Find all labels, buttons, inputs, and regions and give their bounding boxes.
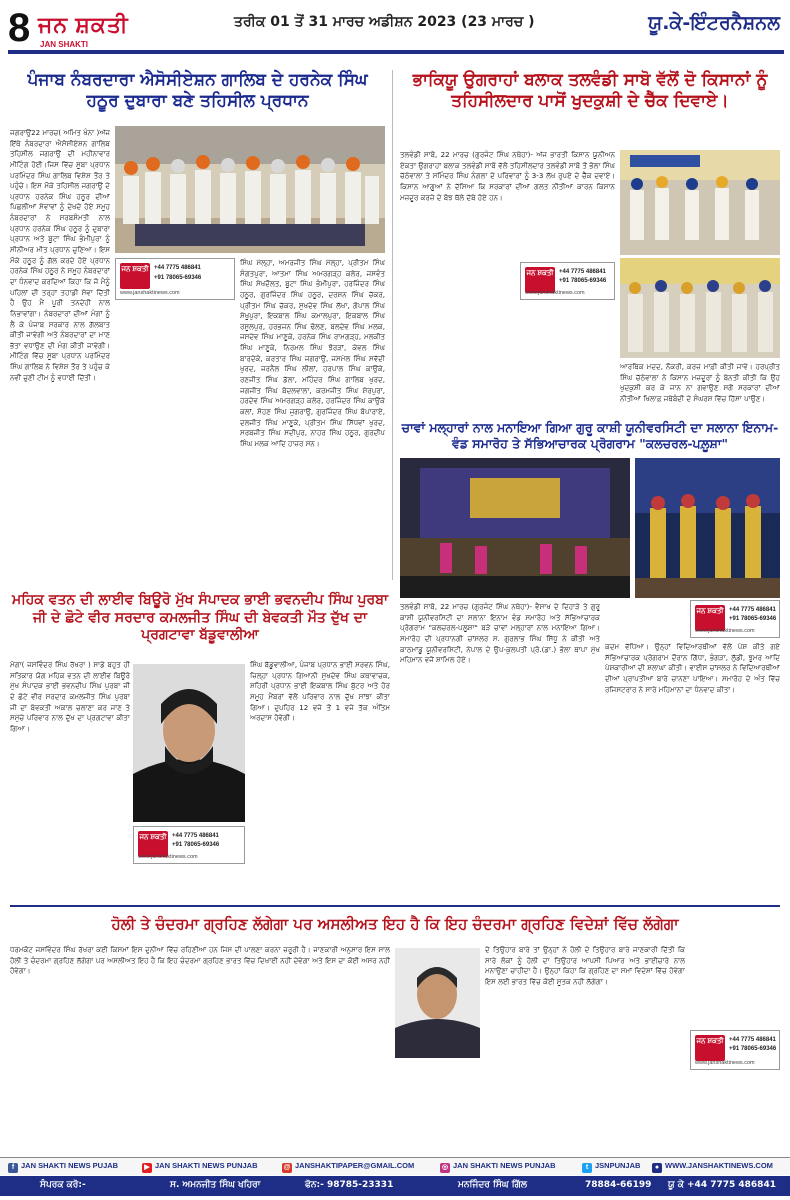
email-icon: @ (283, 1164, 291, 1171)
youtube-icon: ▶ (142, 1163, 152, 1173)
ad-phone-india: +91 78065-69346 (172, 842, 220, 848)
ad-phone-uk: +44 7775 486841 (729, 607, 776, 613)
story3-advertisement (690, 600, 780, 638)
footer-instagram-link[interactable] (440, 1161, 556, 1173)
editor-name: ਸ. ਅਮਨਜੀਤ ਸਿੰਘ ਖਹਿਰਾ (170, 1180, 261, 1190)
story1-headline: ਪੰਜਾਬ ਨੰਬਰਦਾਰਾ ਐਸੋਸੀਏਸ਼ਨ ਗਾਲਿਬ ਦੇ ਹਰਨੇਕ ਸਿੰਘ ਹਠੂਰ ਦੁਬਾਰਾ ਬਣੇ ਤਹਿਸੀਲ ਪ੍ਰਧਾਨ (27, 70, 368, 112)
footer-youtube-text: JAN SHAKTI NEWS PUNJAB (155, 1161, 258, 1170)
story2-advertisement (520, 262, 615, 300)
footer-website-text: WWW.JANSHAKTINEWS.COM (665, 1161, 773, 1170)
ad-phone-india: +91 78065-69346 (729, 1046, 777, 1052)
section-title: ਯੂ.ਕੇ-ਇੰਟਰਨੈਸ਼ਨਲ (648, 12, 780, 34)
story3-dance-photo (635, 458, 780, 598)
story4-headline: ਮਹਿਕ ਵਤਨ ਦੀ ਲਾਈਵ ਬਿਊਰੋ ਮੁੱਖ ਸੰਪਾਦਕ ਭਾਈ ਭਵਨਦੀਪ ਸਿੰਘ ਪੁਰਬਾ ਜੀ ਦੇ ਛੋਟੇ ਵੀਰ ਸਰਦਾਰ ਕਮਲਜੀਤ ਸਿੰਘ ਦੀ ਬੇਵਕਤੀ ਮੌਤ ਦੁੱਖ ਦਾ ਪ੍ਰਗਟਾਵਾ ਬੱਡੂਵਾਲੀਆ (12, 592, 388, 643)
story3-body-col2: ਕਦਮ ਵੱਧਿਆ। ਉਨ੍ਹਾਂ ਵਿਦਿਆਰਥੀਆਂ ਵੱਲੋਂ ਪੇਸ਼ ਕੀਤੇ ਗਏ ਸੱਭਿਆਚਾਰਕ ਪ੍ਰੋਗਰਾਮ ਦੌਰਾਨ ਗਿੱਧਾ, ਭੰਗੜਾ, ਲੁੱਡੀ, ਝੂਮਰ ਆਦਿ ਪੇਸ਼ਕਾਰੀਆਂ ਦੀ ਸ਼ਲਾਘਾ ਕੀਤੀ। ਵਾਈਸ ਚਾਂਸਲਰ ਨੇ ਵਿਦਿਆਰਥੀਆਂ ਦੀਆਂ ਪ੍ਰਾਪਤੀਆਂ ਬਾਰੇ ਚਾਨਣਾ ਪਾਇਆ। ਸਮਾਰੋਹ ਦੇ ਅੰਤ ਵਿੱਚ ਰਜਿਸਟਰਾਰ ਨੇ ਸਾਰੇ ਮਹਿਮਾਨਾਂ ਦਾ ਧੰਨਵਾਦ ਕੀਤਾ। (605, 642, 780, 694)
ad-phone-uk: +44 7775 486841 (172, 833, 219, 839)
ad-phone-uk: +44 7775 486841 (729, 1037, 776, 1043)
ad-website: www.janshaktinews.com (120, 290, 180, 296)
story3-stage-photo (400, 458, 630, 598)
editor-phone: ਫੋਨ:- 98785-23331 (305, 1180, 394, 1190)
ad-website: www.janshaktinews.com (138, 854, 198, 860)
ad-phone-uk: +44 7775 486841 (154, 265, 201, 271)
globe-icon: ● (652, 1163, 662, 1173)
story5-body-col2: ਦੇ ਤਿਉਹਾਰ ਬਾਰੇ ਤਾਂ ਉਨ੍ਹਾਂ ਨੇ ਹੋਲੀ ਦੇ ਤਿਉਹਾਰ ਬਾਰੇ ਜਾਣਕਾਰੀ ਦਿੱਤੀ ਕਿ ਸਾਰੇ ਲੋਕਾਂ ਨੂੰ ਹੋਲੀ ਦਾ ਤਿਉਹਾਰ ਆਪਸੀ ਪਿਆਰ ਅਤੇ ਭਾਈਚਾਰੇ ਨਾਲ ਮਨਾਉਣਾ ਚਾਹੀਦਾ ਹੈ। ਉਨ੍ਹਾਂ ਕਿਹਾ ਕਿ ਗ੍ਰਹਿਣ ਦਾ ਸਮਾਂ ਵਿਦੇਸ਼ਾਂ ਵਿੱਚ ਹੋਵੇਗਾ ਇਸ ਲਈ ਭਾਰਤ ਵਿੱਚ ਕੋਈ ਸੂਤਕ ਨਹੀਂ ਲੱਗੇਗਾ। (485, 945, 685, 986)
instagram-icon: ◎ (441, 1164, 449, 1171)
contact-bar (0, 1176, 790, 1196)
footer-facebook-link[interactable] (8, 1161, 118, 1173)
story1-group-photo (115, 126, 385, 253)
ad-website: www.janshaktinews.com (695, 628, 755, 634)
footer-email-link[interactable] (282, 1161, 414, 1173)
story3-headline: ਚਾਵਾਂ ਮਲ੍ਹਾਰਾਂ ਨਾਲ ਮਨਾਇਆ ਗਿਆ ਗੁਰੂ ਕਾਸ਼ੀ ਯੂਨੀਵਰਸਿਟੀ ਦਾ ਸਲਾਨਾ ਇਨਾਮ-ਵੰਡ ਸਮਾਰੋਹ ਤੇ ਸੱਭਿਆਚਾਰਕ ਪ੍ਰੋਗਰਾਮ "ਕਲਚਰਲ-ਪਲ਼ੂਸ਼ਾ" (401, 420, 779, 451)
story2-body-col1: ਤਲਵੰਡੀ ਸਾਬੋ, 22 ਮਾਰਚ (ਗੁਰਜੰਟ ਸਿੰਘ ਨਥੇਹਾ)- ਅੱਜ ਭਾਰਤੀ ਕਿਸਾਨ ਯੂਨੀਅਨ ਏਕਤਾ ਉਗਰਾਹਾਂ ਬਲਾਕ ਤਲਵੰਡੀ ਸਾਬੋ ਵੱਲੋਂ ਤਹਿਸੀਲਦਾਰ ਤਲਵੰਡੀ ਸਾਬੋ ਤੋਂ ਭੋਲਾ ਸਿੰਘ ਚੱਠੇਵਾਲਾ ਤੇ ਸਮਿੰਦਰ ਸਿੰਘ ਨੰਗਲਾ ਦੇ ਪਰਿਵਾਰਾਂ ਨੂੰ 3-3 ਲੱਖ ਰੁਪਏ ਦੇ ਚੈੱਕ ਦਵਾਏ। ਕਿਸਾਨ ਆਗੂਆਂ ਨੇ ਦੱਸਿਆ ਕਿ ਸਰਕਾਰਾਂ ਦੀਆਂ ਗਲਤ ਨੀਤੀਆਂ ਕਾਰਨ ਕਿਸਾਨ ਮਜ਼ਦੂਰ ਕਰਜ਼ੇ ਦੇ ਬੋਝ ਥੱਲੇ ਦੱਬੇ ਹੋਏ ਹਨ। (400, 150, 615, 202)
ad-phone-india: +91 78065-69346 (559, 278, 607, 284)
story4-body-col2: ਸਿੰਘ ਬੱਡੂਵਾਲੀਆ, ਪੰਜਾਬ ਪ੍ਰਧਾਨ ਭਾਈ ਸਰਵਨ ਸਿੰਘ, ਜ਼ਿਲ੍ਹਾ ਪ੍ਰਧਾਨ ਗਿਆਨੀ ਸੁਖਦੇਵ ਸਿੰਘ ਕਥਾਵਾਚਕ, ਸ਼ਹਿਰੀ ਪ੍ਰਧਾਨ ਭਾਈ ਇਕਬਾਲ ਸਿੰਘ ਬੁੱਟਰ ਅਤੇ ਹੋਰ ਸਮੂਹ ਮੈਂਬਰਾਂ ਵੱਲੋਂ ਪਰਿਵਾਰ ਨਾਲ ਦੁੱਖ ਸਾਂਝਾ ਕੀਤਾ ਗਿਆ। ਦੁਪਹਿਰ 12 ਵਜੇ ਤੋਂ 1 ਵਜੇ ਤੱਕ ਅੰਤਿਮ ਅਰਦਾਸ ਹੋਵੇਗੀ। (250, 660, 390, 723)
manager-phone: 78884-66199 (585, 1180, 652, 1190)
ad-website: www.janshaktinews.com (525, 290, 585, 296)
story5-body-col1: ਧਰਮਕੋਟ ਜਸਵਿੰਦਰ ਸਿੰਘ ਰੱਖਰਾ ਕਈ ਕਿਸਮਾਂ ਇਸ ਦੁਨੀਆ ਵਿੱਚ ਰਹਿਣੀਆਂ ਹਨ ਜਿਸ ਦੀ ਪਾਲਣਾ ਕਰਨਾ ਜ਼ਰੂਰੀ ਹੈ। ਜਾਣਕਾਰੀ ਅਨੁਸਾਰ ਇਸ ਸਾਲ ਹੋਲੀ ਤੇ ਚੰਦਰਮਾ ਗ੍ਰਹਿਣ ਲੱਗੇਗਾ ਪਰ ਅਸਲੀਅਤ ਇਹ ਹੈ ਕਿ ਇਹ ਚੰਦਰਮਾ ਗ੍ਰਹਿਣ ਭਾਰਤ ਵਿੱਚ ਦਿਖਾਈ ਨਹੀਂ ਦੇਵੇਗਾ ਅਤੇ ਇਸ ਦਾ ਕੋਈ ਅਸਰ ਨਹੀਂ ਹੋਵੇਗਾ। (10, 945, 390, 976)
footer-website-link[interactable] (652, 1161, 773, 1173)
story5-headline: ਹੋਲੀ ਤੇ ਚੰਦਰਮਾ ਗ੍ਰਹਿਣ ਲੱਗੇਗਾ ਪਰ ਅਸਲੀਅਤ ਇਹ ਹੈ ਕਿ ਇਹ ਚੰਦਰਮਾ ਗ੍ਰਹਿਣ ਵਿਦੇਸ਼ਾਂ ਵਿੱਚ ਲੱਗੇਗਾ (111, 915, 679, 933)
story1-body-col1: ਜਗਰਾਉਂ22 ਮਾਰਚ( ਅਮਿਤ ਖੰਨਾ )ਅੱਜ ਇੱਥੇ ਨੰਬਰਦਾਰਾ ਐਸੋਸੀਏਸ਼ਨ ਗਾਲਿਬ ਤਹਿਸੀਲ ਜਗਰਾਉਂ ਦੀ ਮਹੀਨਾਵਾਰ ਮੀਟਿੰਗ ਹੋਈ।ਜਿਸ ਵਿੱਚ ਸੂਬਾ ਪ੍ਰਧਾਨ ਪਰਮਿੰਦਰ ਸਿੰਘ ਗਾਲਿਬ ਵਿਸ਼ੇਸ਼ ਤੌਰ ਤੇ ਪਹੁੰਚੇ। ਇਸ ਮੌਕੇ ਤਹਿਸੀਲ ਜਗਰਾਉਂ ਦੇ ਪ੍ਰਧਾਨ ਹਰਨੇਕ ਸਿੰਘ ਹਠੂਰ ਦੀਆਂ ਪਿਛਲੀਆਂ ਸੇਵਾਵਾਂ ਨੂੰ ਦੇਖਦੇ ਹੋਏ ਸਮੂਹ ਨੰਬਰਦਾਰਾਂ ਨੇ ਸਰਬਸੰਮਤੀ ਨਾਲ ਪ੍ਰਧਾਨ ਹਰਨੇਕ ਸਿੰਘ ਹਠੂਰ ਨੂੰ ਦੁਬਾਰਾ ਪ੍ਰਧਾਨ ਅਤੇ ਬੂਟਾ ਸਿੰਘ ਭੰਮੀਪੁਰਾ ਨੂੰ ਸੀਨੀਅਰ ਮੀਤ ਪ੍ਰਧਾਨ ਚੁਣਿਆ। ਇਸ ਮੌਕੇ ਹਠੂਰ ਨੂੰ ਗੱਲ ਕਰਦੇ ਹੋਏ ਪ੍ਰਧਾਨ ਹਰਨੇਕ ਸਿੰਘ ਹਠੂਰ ਨੇ ਸਮੂਹ ਨੰਬਰਦਾਰਾਂ ਦਾ ਧੰਨਵਾਦ ਕਰਦਿਆਂ ਕਿਹਾ ਕਿ ਜੋ ਮੈਨੂੰ ਪਹਿਲਾਂ ਦੀ ਤਰ੍ਹਾਂ ਤਹਾਡੀ ਸੇਵਾ ਦਿੱਤੀ ਹੈ ਉਹ ਮੈਂ ਪੂਰੀ ਤਨਦੇਹੀ ਨਾਲ ਨਿਭਾਵਾਂਗਾ। ਨੰਬਰਦਾਰਾਂ ਦੀਆਂ ਮੰਗਾਂ ਨੂੰ ਲੈ ਕੇ ਪੰਜਾਬ ਸਰਕਾਰ ਨਾਲ ਗੱਲਬਾਤ ਕੀਤੀ ਜਾਵੇਗੀ ਅਤੇ ਨੰਬਰਦਾਰਾਂ ਦਾ ਮਾਣ ਭੱਤਾ ਵਧਾਉਣ ਦੀ ਮੰਗ ਕੀਤੀ ਜਾਵੇਗੀ। ਮੀਟਿੰਗ ਵਿੱਚ ਸੂਬਾ ਪ੍ਰਧਾਨ ਪਰਮਿੰਦਰ ਸਿੰਘ ਗਾਲਿਬ ਨੇ ਵਿਸ਼ੇਸ਼ ਤੌਰ ਤੇ ਪਹੁੰਚ ਕੇ ਨਵੀਂ ਚੁਣੀ ਟੀਮ ਨੂੰ ਵਧਾਈ ਦਿੱਤੀ। (10, 128, 110, 382)
masthead (8, 6, 784, 60)
footer-facebook-text: JAN SHAKTI NEWS PUJAB (21, 1161, 119, 1170)
ad-logo: ਜਨ ਸ਼ਕਤੀ (120, 263, 150, 289)
story2-photo-office (620, 150, 780, 255)
column-divider (392, 70, 393, 580)
footer-twitter-text: JSNPUNJAB (595, 1161, 641, 1170)
story4-advertisement (133, 826, 245, 864)
story2-body-col2: ਆਰਥਿਕ ਮਦਦ, ਨੌਕਰੀ, ਕਰਜ਼ ਮਾਫ਼ੀ ਕੀਤੀ ਜਾਵੇ। ਹਰਪ੍ਰੀਤ ਸਿੰਘ ਚੱਠੇਵਾਲਾ ਨੇ ਕਿਸਾਨ ਮਜ਼ਦੂਰਾਂ ਨੂੰ ਬੇਨਤੀ ਕੀਤੀ ਕਿ ਉਹ ਖੁਦਕੁਸ਼ੀ ਕਰ ਕੇ ਜਾਨ ਨਾ ਗਵਾਉਣ ਸਗੋਂ ਸਰਕਾਰਾਂ ਦੀਆਂ ਨੀਤੀਆਂ ਖਿਲਾਫ਼ ਜਥੇਬੰਦੀ ਦੇ ਸੰਘਰਸ਼ ਵਿੱਚ ਹਿੱਸਾ ਪਾਉਣ। (620, 362, 780, 403)
newspaper-logo-sub: JAN SHAKTI (40, 40, 89, 49)
footer-instagram-text: JAN SHAKTI NEWS PUNJAB (453, 1161, 556, 1170)
footer-email-text: JANSHAKTIPAPER@GMAIL.COM (295, 1161, 415, 1170)
edition-dateline: ਤਰੀਕ 01 ਤੋਂ 31 ਮਾਰਚ ਅਡੀਸ਼ਨ 2023 (23 ਮਾਰਚ ) (234, 14, 535, 30)
story1-advertisement (115, 258, 235, 300)
uk-phone: ਯੂ ਕੇ +44 7775 486841 (668, 1180, 776, 1190)
story2-photo-group (620, 258, 780, 358)
story5-advertisement (690, 1030, 780, 1070)
twitter-icon: t (582, 1163, 592, 1173)
masthead-rule (8, 50, 784, 54)
story2-headline: ਭਾਕਿਯੂ ਉਗਰਾਹਾਂ ਬਲਾਕ ਤਲਵੰਡੀ ਸਾਬੋ ਵੱਲੋਂ ਦੋ ਕਿਸਾਨਾਂ ਨੂੰ ਤਹਿਸੀਲਦਾਰ ਪਾਸੋਂ ਖੁਦਕੁਸ਼ੀ ਦੇ ਚੈੱਕ ਦਿਵਾਏ। (412, 70, 768, 112)
story1-body-col2: ਸਿੰਘ ਮੱਲ੍ਹਾ, ਅਮਰਜੀਤ ਸਿੰਘ ਮੱਲ੍ਹਾ, ਪ੍ਰੀਤਮ ਸਿੰਘ ਸੰਗਤਪੁਰਾ, ਆਤਮਾ ਸਿੰਘ ਅਮਰਗੜ੍ਹ ਕਲੇਰ, ਜਸਵੰਤ ਸਿੰਘ ਸੇਖਦੌਲਤ, ਬੂਟਾ ਸਿੰਘ ਭੰਮੀਪੁਰਾ, ਹਰਜਿੰਦਰ ਸਿੰਘ ਹਠੂਰ, ਗੁਰਜਿੰਦਰ ਸਿੰਘ ਹਠੂਰ, ਦਰਸ਼ਨ ਸਿੰਘ ਚੱਕਰ, ਪ੍ਰੀਤਮ ਸਿੰਘ ਚੱਕਰ, ਸੁਖਦੇਵ ਸਿੰਘ ਲੱਖਾ, ਗੋਪਾਲ ਸਿੰਘ ਸ਼ੇਖੂਪੁਰਾ, ਇਕਬਾਲ ਸਿੰਘ ਕਮਾਲਪੁਰਾ, ਇਕਬਾਲ ਸਿੰਘ ਰਸੂਲਪੁਰ, ਹਰਭਜਨ ਸਿੰਘ ਢੋਲਣ, ਬਲਦੇਵ ਸਿੰਘ ਮਲਕ, ਜਸਦੇਵ ਸਿੰਘ ਮਾਣੂਕੇ, ਹਰਨੇਕ ਸਿੰਘ ਰਾਮਗੜ੍ਹ, ਮਲਕੀਤ ਸਿੰਘ ਮਾਣੂਕੇ, ਨਿਰਮਲ ਸਿੰਘ ਝੋਰੜਾਂ, ਕੇਵਲ ਸਿੰਘ ਬਾਰਦੇਕੇ, ਕਰਤਾਰ ਸਿੰਘ ਜਗਰਾਉਂ, ਜਸਮੇਲ ਸਿੰਘ ਸਵੱਦੀ ਖੁਰਦ, ਜਰਨੈਲ ਸਿੰਘ ਲੀਲਾਂ, ਹਰਪਾਲ ਸਿੰਘ ਕਾਉਂਕੇ, ਰਣਜੀਤ ਸਿੰਘ ਡੱਲਾ, ਮਹਿੰਦਰ ਸਿੰਘ ਗਾਲਿਬ ਖੁਰਦ, ਜਗਜੀਤ ਸਿੰਘ ਬੋਦਲਵਾਲਾ, ਕਰਮਜੀਤ ਸਿੰਘ ਸ਼ੇਰਪੁਰਾ, ਹਰਦੇਵ ਸਿੰਘ ਅਮਰਗੜ੍ਹ ਕਲੇਰ, ਹਰਜਿੰਦਰ ਸਿੰਘ ਕਾਉਂਕੇ ਕਲਾਂ, ਸੋਹਣ ਸਿੰਘ ਜੁਗਰਾਉਂ, ਗੁਰਜਿੰਦਰ ਸਿੰਘ ਬੋਪਾਰਾਏ, ਦਲਜੀਤ ਸਿੰਘ ਮਾਣੂਕੇ, ਪ੍ਰੀਤਮ ਸਿੰਘ ਸਿੱਧਵਾਂ ਖੁਰਦ, ਸਰਬਜੀਤ ਸਿੰਘ ਸਦੀਪੁਰ, ਨਾਹਰ ਸਿੰਘ ਹਠੂਰ, ਗੁਰਦੀਪ ਸਿੰਘ ਮਲਕ ਆਦਿ ਹਾਜ਼ਰ ਸਨ। (240, 258, 385, 448)
story3-body-col1: ਤਲਵੰਡੀ ਸਾਬੋ, 22 ਮਾਰਚ (ਗੁਰਜੰਟ ਸਿੰਘ ਨਥੇਹਾ)- ਵੈਸਾਖ ਦੇ ਦਿਹਾੜੇ ਤੇ ਗੁਰੂ ਕਾਸ਼ੀ ਯੂਨੀਵਰਸਿਟੀ ਦਾ ਸਲਾਨਾ ਇਨਾਮ ਵੰਡ ਸਮਾਰੋਹ ਅਤੇ ਸੱਭਿਆਚਾਰਕ ਪ੍ਰੋਗਰਾਮ "ਕਲਚਰਲ-ਪਲ਼ੂਸ਼ਾ" ਬੜੇ ਚਾਵਾਂ ਮਲ੍ਹਾਰਾਂ ਨਾਲ ਮਨਾਇਆ ਗਿਆ। ਸਮਾਰੋਹ ਦੀ ਪ੍ਰਧਾਨਗੀ ਚਾਂਸਲਰ ਸ. ਗੁਰਲਾਭ ਸਿੰਘ ਸਿੱਧੂ ਨੇ ਕੀਤੀ ਅਤੇ ਕਾਠਮਾਂਡੂ ਯੂਨੀਵਰਸਿਟੀ, ਨੇਪਾਲ ਦੇ ਉਪ-ਕੁਲਪਤੀ ਪ੍ਰੋ.(ਡਾ.) ਭੋਲਾ ਥਾਪਾ ਮੁੱਖ ਮਹਿਮਾਨ ਵਜੋਂ ਸ਼ਾਮਿਲ ਹੋਏ। (400, 602, 600, 665)
ad-website: www.janshaktinews.com (695, 1060, 755, 1066)
section-rule (10, 905, 780, 907)
ad-phone-uk: +44 7775 486841 (559, 269, 606, 275)
ad-logo: ਜਨ ਸ਼ਕਤੀ (138, 831, 168, 857)
contact-label: ਸੰਪਰਕ ਕਰੋ:- (40, 1180, 86, 1190)
ad-logo: ਜਨ ਸ਼ਕਤੀ (525, 267, 555, 293)
footer-youtube-link[interactable] (142, 1161, 258, 1173)
story5-portrait-photo (395, 948, 480, 1058)
footer-twitter-link[interactable] (582, 1161, 640, 1173)
newspaper-logo: ਜਨ ਸ਼ਕਤੀ (38, 12, 129, 37)
page-footer (0, 1157, 790, 1200)
ad-phone-india: +91 78065-69346 (729, 616, 777, 622)
story4-body-col1: ਮੋਗਾ( ਜਸਵਿੰਦਰ ਸਿੰਘ ਰੱਖਰਾ ) ਸਾਡੇ ਬਹੁਤ ਹੀ ਸਤਿਕਾਰ ਯੋਗ ਮਹਿਕ ਵਤਨ ਦੀ ਲਾਈਵ ਬਿਊਰੋ ਮੁੱਖ ਸੰਪਾਦਕ ਭਾਈ ਭਵਨਦੀਪ ਸਿੰਘ ਪੁਰਬਾ ਜੀ ਦੇ ਛੋਟੇ ਵੀਰ ਸਰਦਾਰ ਕਮਲਜੀਤ ਸਿੰਘ ਪੁਰਬਾ ਜੀ ਦਾ ਬੇਵਕਤੀ ਅਕਾਲ ਚਲਾਣਾ ਕਰ ਜਾਣ ਤੇ ਸਮੁੱਚੇ ਪਰਿਵਾਰ ਨਾਲ ਦੁੱਖ ਦਾ ਪ੍ਰਗਟਾਵਾ ਕੀਤਾ ਗਿਆ। (10, 660, 130, 733)
ad-phone-india: +91 78065-69346 (154, 275, 202, 281)
facebook-icon: f (8, 1163, 18, 1173)
page-number: 8 (8, 6, 31, 50)
ad-logo: ਜਨ ਸ਼ਕਤੀ (695, 1035, 725, 1061)
ad-logo: ਜਨ ਸ਼ਕਤੀ (695, 605, 725, 631)
social-links-bar (0, 1157, 790, 1175)
story4-portrait-photo (133, 664, 245, 822)
manager-name: ਮਨਜਿੰਦਰ ਸਿੰਘ ਗਿੱਲ (458, 1180, 527, 1190)
